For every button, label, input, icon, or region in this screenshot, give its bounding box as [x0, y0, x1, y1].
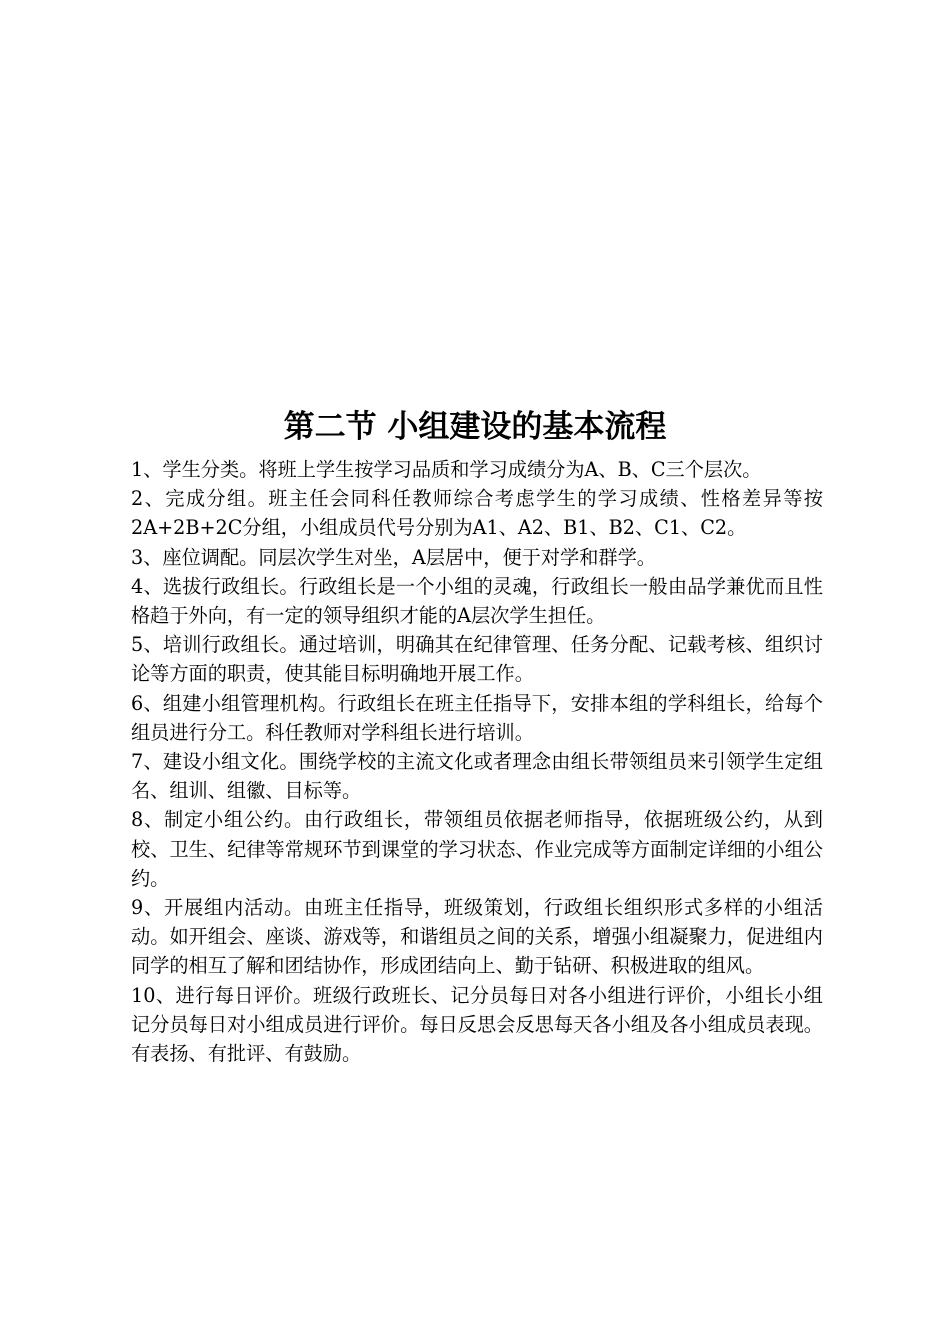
paragraph-2: 2、完成分组。班主任会同科任教师综合考虑学生的学习成绩、性格差异等按2A+2B+2C分组，小组成员代号分别为A1、A2、B1、B2、C1、C2。	[131, 487, 823, 540]
section-title: 第二节 小组建设的基本流程	[283, 409, 667, 445]
paragraph-1: 1、学生分类。将班上学生按学习品质和学习成绩分为A、B、C三个层次。	[131, 458, 762, 481]
paragraph-4: 4、选拔行政组长。行政组长是一个小组的灵魂，行政组长一般由品学兼优而且性格趋于外向，有一定的领导组织才能的A层次学生担任。	[131, 574, 823, 628]
document-body	[131, 455, 823, 1068]
paragraph-3: 3、座位调配。同层次学生对坐，A层居中，便于对学和群学。	[131, 545, 656, 569]
paragraph-6: 6、组建小组管理机构。行政组长在班主任指导下，安排本组的学科组长，给每个组员进行分工。科任教师对学科组长进行培训。	[131, 691, 823, 744]
paragraph-5: 5、培训行政组长。通过培训，明确其在纪律管理、任务分配、记载考核、组织讨论等方面的职责，使其能目标明确地开展工作。	[131, 633, 823, 686]
paragraph-10: 10、进行每日评价。班级行政班长、记分员每日对各小组进行评价，小组长小组记分员每日对小组成员进行评价。每日反思会反思每天各小组及各小组成员表现。有表扬、有批评、有鼓励。	[131, 983, 823, 1066]
paragraph-7: 7、建设小组文化。围绕学校的主流文化或者理念由组长带领组员来引领学生定组名、组训、组徽、目标等。	[131, 750, 823, 803]
paragraph-8: 8、制定小组公约。由行政组长，带领组员依据老师指导，依据班级公约，从到校、卫生、纪律等常规环节到课堂的学习状态、作业完成等方面制定详细的小组公约。	[131, 808, 823, 890]
paragraph-9: 9、开展组内活动。由班主任指导，班级策划，行政组长组织形式多样的小组活动。如开组会、座谈、游戏等，和谐组员之间的关系，增强小组凝聚力，促进组内同学的相互了解和团结协作，形成团结向上、勤于钻研、积极进取的组风。	[131, 896, 823, 978]
